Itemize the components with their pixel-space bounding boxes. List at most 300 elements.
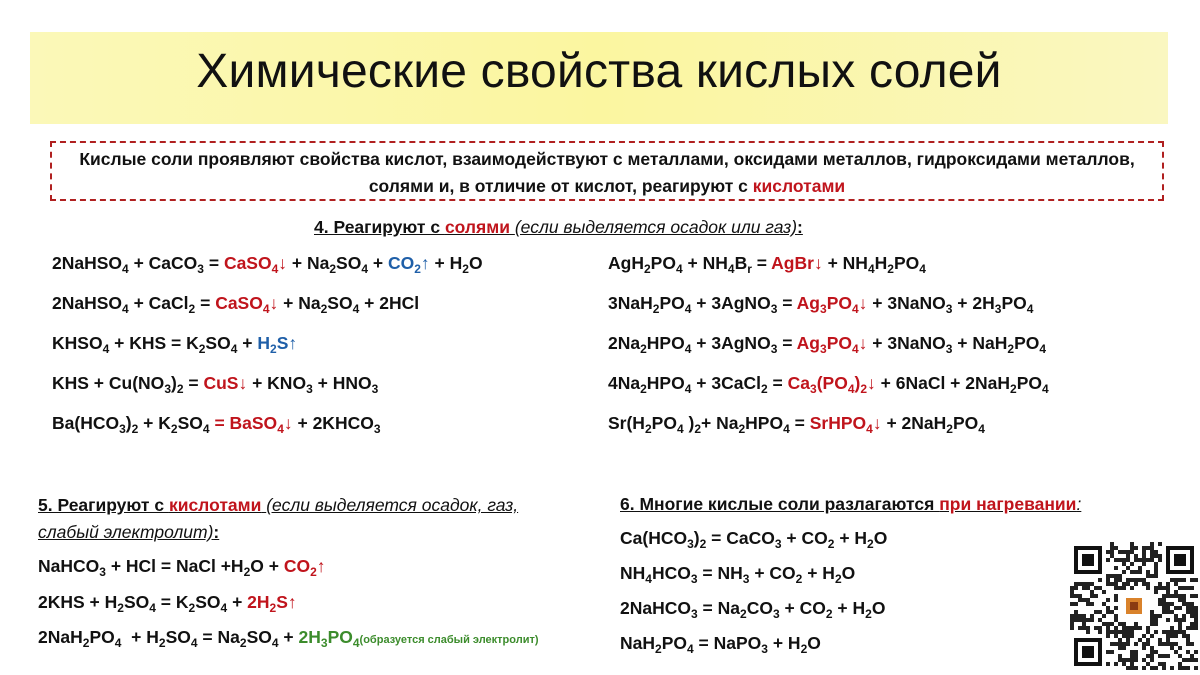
qr-module: [1102, 590, 1106, 594]
qr-module: [1190, 614, 1194, 618]
qr-module: [1142, 562, 1146, 566]
qr-module: [1122, 658, 1126, 662]
qr-module: [1106, 606, 1110, 610]
qr-module: [1126, 634, 1130, 638]
qr-module: [1166, 594, 1170, 598]
section6-heading-suffix: :: [1076, 494, 1082, 514]
qr-module: [1126, 554, 1130, 558]
qr-module: [1166, 618, 1170, 622]
qr-module: [1102, 614, 1106, 618]
qr-module: [1086, 618, 1090, 622]
qr-module: [1106, 574, 1110, 578]
qr-module: [1182, 602, 1186, 606]
qr-module: [1122, 642, 1126, 646]
qr-module: [1082, 598, 1086, 602]
qr-module: [1070, 586, 1074, 590]
qr-module: [1182, 658, 1186, 662]
qr-module: [1186, 610, 1190, 614]
qr-module: [1114, 630, 1118, 634]
qr-module: [1126, 578, 1130, 582]
qr-module: [1110, 546, 1114, 550]
qr-module: [1090, 582, 1094, 586]
qr-module: [1158, 558, 1162, 562]
qr-module: [1122, 646, 1126, 650]
qr-module: [1142, 578, 1146, 582]
section4-heading-highlight: солями: [444, 217, 510, 237]
qr-module: [1186, 626, 1190, 630]
qr-module: [1110, 610, 1114, 614]
qr-module: [1134, 546, 1138, 550]
qr-module: [1098, 618, 1102, 622]
qr-module: [1106, 558, 1110, 562]
qr-module: [1114, 558, 1118, 562]
section4-heading-suffix: :: [797, 217, 803, 237]
qr-module: [1146, 570, 1150, 574]
qr-module: [1166, 610, 1170, 614]
qr-module: [1126, 630, 1130, 634]
qr-module: [1078, 618, 1082, 622]
qr-module: [1118, 642, 1122, 646]
qr-module: [1114, 574, 1118, 578]
qr-module: [1126, 626, 1130, 630]
qr-module: [1138, 558, 1142, 562]
qr-module: [1078, 594, 1082, 598]
equation-5-2: $2KHS + H_2SO_4 = K_2SO_4$ + $2H_2S↑$: [38, 592, 297, 615]
qr-module: [1146, 586, 1150, 590]
qr-module: [1146, 582, 1150, 586]
qr-module: [1150, 614, 1154, 618]
qr-module: [1154, 630, 1158, 634]
qr-module: [1150, 574, 1154, 578]
intro-text: Кислые соли проявляют свойства кислот, взаимодействуют с металлами, оксидами металлов, гидроксидами металлов, солями и, в отличие от кислот, реагируют с: [79, 149, 1135, 196]
qr-module: [1106, 662, 1110, 666]
section6-heading: [620, 494, 1081, 515]
qr-module: [1134, 654, 1138, 658]
qr-module: [1122, 634, 1126, 638]
qr-module: [1162, 662, 1166, 666]
qr-module: [1194, 594, 1198, 598]
qr-module: [1106, 578, 1110, 582]
qr-module: [1114, 614, 1118, 618]
qr-module: [1070, 626, 1074, 630]
qr-module: [1190, 654, 1194, 658]
qr-module: [1134, 578, 1138, 582]
qr-module: [1174, 634, 1178, 638]
qr-module: [1150, 622, 1154, 626]
qr-module: [1158, 598, 1162, 602]
qr-module: [1154, 666, 1158, 670]
equation-4-5: $Ba(HCO_3)_2 + K_2SO_4$ = BaSO$_4$↓ + $2KHCO_3$: [52, 413, 381, 436]
qr-module: [1074, 618, 1078, 622]
qr-module: [1190, 642, 1194, 646]
qr-module: [1186, 634, 1190, 638]
qr-module: [1154, 586, 1158, 590]
qr-module: [1130, 546, 1134, 550]
qr-module: [1174, 642, 1178, 646]
qr-module: [1118, 586, 1122, 590]
qr-module: [1130, 562, 1134, 566]
qr-module: [1090, 618, 1094, 622]
qr-module: [1110, 574, 1114, 578]
qr-module: [1178, 654, 1182, 658]
qr-module: [1186, 586, 1190, 590]
qr-module: [1134, 626, 1138, 630]
qr-module: [1082, 622, 1086, 626]
title-banner: [30, 32, 1168, 124]
qr-module: [1182, 578, 1186, 582]
qr-module: [1170, 634, 1174, 638]
qr-module: [1082, 582, 1086, 586]
qr-module: [1082, 614, 1086, 618]
qr-module: [1130, 570, 1134, 574]
qr-module: [1150, 654, 1154, 658]
qr-module: [1122, 582, 1126, 586]
qr-module: [1114, 618, 1118, 622]
section5-heading-suffix: :: [213, 522, 220, 542]
qr-module: [1130, 586, 1134, 590]
qr-module: [1162, 666, 1166, 670]
qr-module: [1110, 554, 1114, 558]
qr-module: [1130, 654, 1134, 658]
qr-module: [1114, 598, 1118, 602]
qr-module: [1194, 614, 1198, 618]
qr-module: [1194, 618, 1198, 622]
qr-module: [1178, 630, 1182, 634]
qr-module: [1150, 610, 1154, 614]
qr-module: [1106, 626, 1110, 630]
equation-6-4: $NaH_2PO_4$ = NaPO$_3$ + $H_2O$: [620, 633, 821, 656]
qr-module: [1110, 630, 1114, 634]
qr-module: [1090, 594, 1094, 598]
qr-module: [1086, 598, 1090, 602]
qr-module: [1074, 602, 1078, 606]
qr-module: [1190, 578, 1194, 582]
qr-module: [1194, 606, 1198, 610]
qr-module: [1186, 602, 1190, 606]
qr-module: [1170, 610, 1174, 614]
qr-module: [1166, 602, 1170, 606]
qr-module: [1118, 574, 1122, 578]
qr-module: [1106, 582, 1110, 586]
qr-module: [1106, 550, 1110, 554]
qr-module: [1158, 582, 1162, 586]
qr-module: [1142, 546, 1146, 550]
qr-module: [1074, 614, 1078, 618]
qr-module: [1194, 650, 1198, 654]
qr-module: [1162, 630, 1166, 634]
qr-module: [1158, 642, 1162, 646]
qr-module: [1118, 630, 1122, 634]
qr-module: [1162, 602, 1166, 606]
qr-module: [1106, 650, 1110, 654]
qr-module: [1190, 622, 1194, 626]
qr-module: [1178, 662, 1182, 666]
qr-module: [1166, 630, 1170, 634]
qr-module: [1150, 618, 1154, 622]
qr-module: [1166, 586, 1170, 590]
qr-module: [1178, 646, 1182, 650]
qr-module: [1094, 626, 1098, 630]
qr-module: [1146, 662, 1150, 666]
qr-module: [1178, 606, 1182, 610]
qr-module: [1114, 578, 1118, 582]
qr-module: [1158, 662, 1162, 666]
qr-module: [1126, 642, 1130, 646]
qr-module: [1090, 614, 1094, 618]
qr-module: [1098, 626, 1102, 630]
qr-module: [1158, 614, 1162, 618]
qr-module: [1182, 634, 1186, 638]
section6-heading-prefix: 6. Многие кислые соли разлагаются: [620, 494, 940, 514]
qr-module: [1106, 622, 1110, 626]
equation-4-9: $4Na_2HPO_4$ + 3CaCl$_2$ = $Ca_3(PO_4)_2↓$ + 6NaCl + $2NaH_2PO_4$: [608, 373, 1049, 396]
qr-module: [1166, 590, 1170, 594]
qr-module: [1174, 614, 1178, 618]
qr-module: [1134, 642, 1138, 646]
qr-module: [1166, 642, 1170, 646]
qr-module: [1082, 618, 1086, 622]
qr-module: [1114, 582, 1118, 586]
qr-module: [1098, 630, 1102, 634]
qr-module: [1186, 642, 1190, 646]
equation-4-3: $KHSO_4$ + KHS = $K_2SO_4$ + $H_2S↑$: [52, 333, 298, 356]
qr-module: [1114, 634, 1118, 638]
qr-module: [1130, 542, 1134, 546]
qr-module: [1162, 586, 1166, 590]
qr-module: [1178, 626, 1182, 630]
qr-module: [1174, 578, 1178, 582]
section4-heading-note: (если выделяется осадок или газ): [514, 217, 798, 237]
qr-module: [1134, 582, 1138, 586]
qr-module: [1122, 662, 1126, 666]
qr-module: [1086, 602, 1090, 606]
qr-module: [1154, 550, 1158, 554]
qr-module: [1118, 654, 1122, 658]
qr-module: [1134, 570, 1138, 574]
qr-module: [1114, 606, 1118, 610]
qr-module: [1150, 542, 1154, 546]
qr-module: [1174, 650, 1178, 654]
qr-module: [1134, 558, 1138, 562]
qr-module: [1194, 578, 1198, 582]
qr-module: [1086, 630, 1090, 634]
qr-module: [1146, 630, 1150, 634]
qr-module: [1126, 566, 1130, 570]
qr-module: [1106, 598, 1110, 602]
qr-module: [1082, 586, 1086, 590]
qr-module: [1106, 610, 1110, 614]
qr-module: [1110, 622, 1114, 626]
qr-module: [1082, 626, 1086, 630]
qr-module: [1162, 606, 1166, 610]
qr-module: [1122, 586, 1126, 590]
qr-module: [1194, 626, 1198, 630]
qr-module: [1146, 574, 1150, 578]
qr-module: [1190, 626, 1194, 630]
qr-module: [1150, 650, 1154, 654]
section5-heading-prefix: 5. Реагируют с: [38, 495, 169, 515]
qr-module: [1078, 582, 1082, 586]
qr-module: [1118, 578, 1122, 582]
qr-module: [1162, 654, 1166, 658]
qr-module: [1178, 598, 1182, 602]
qr-module: [1122, 570, 1126, 574]
qr-module: [1110, 582, 1114, 586]
qr-module: [1114, 642, 1118, 646]
qr-module: [1170, 630, 1174, 634]
qr-module: [1170, 642, 1174, 646]
qr-module: [1158, 602, 1162, 606]
qr-module: [1186, 658, 1190, 662]
qr-module: [1098, 610, 1102, 614]
qr-module: [1166, 634, 1170, 638]
qr-module: [1142, 582, 1146, 586]
qr-module: [1194, 666, 1198, 670]
qr-module: [1078, 598, 1082, 602]
qr-module: [1194, 622, 1198, 626]
qr-module: [1122, 558, 1126, 562]
qr-module: [1150, 558, 1154, 562]
equation-6-2: $NH_4HCO_3 = NH_3 + CO_2 + H_2O$: [620, 563, 856, 586]
qr-module: [1094, 594, 1098, 598]
equation-5-1: NaHCO$_3$ + HCl = NaCl $+H_2O$ + $CO_2↑$: [38, 556, 326, 579]
section4-heading: [314, 217, 803, 238]
intro-box: [50, 141, 1164, 201]
qr-module: [1150, 550, 1154, 554]
qr-module: [1114, 594, 1118, 598]
qr-module: [1130, 662, 1134, 666]
qr-module: [1126, 558, 1130, 562]
qr-module: [1074, 594, 1078, 598]
qr-code-icon[interactable]: [1070, 542, 1198, 670]
qr-module: [1194, 610, 1198, 614]
qr-module: [1114, 586, 1118, 590]
qr-module: [1138, 570, 1142, 574]
qr-module: [1158, 654, 1162, 658]
qr-module: [1070, 614, 1074, 618]
qr-module: [1190, 594, 1194, 598]
qr-module: [1154, 566, 1158, 570]
qr-module: [1166, 638, 1170, 642]
qr-module: [1154, 554, 1158, 558]
equation-4-8: $2Na_2HPO_4$ + 3AgNO$_3$ = $Ag_3PO_4↓$ + 3NaNO$_3$ + $NaH_2PO_4$: [608, 333, 1047, 356]
qr-module: [1178, 622, 1182, 626]
qr-module: [1098, 586, 1102, 590]
qr-module: [1158, 586, 1162, 590]
qr-module: [1170, 602, 1174, 606]
qr-module: [1170, 646, 1174, 650]
qr-module: [1122, 550, 1126, 554]
qr-module: [1134, 650, 1138, 654]
qr-module: [1130, 578, 1134, 582]
qr-module: [1186, 650, 1190, 654]
equation-4-4: KHS + $Cu(NO_3)_2$ = CuS↓ + $KNO_3 + HNO_3$: [52, 373, 379, 396]
qr-module: [1182, 598, 1186, 602]
qr-module: [1162, 610, 1166, 614]
qr-module: [1154, 574, 1158, 578]
qr-module: [1134, 554, 1138, 558]
qr-module: [1150, 646, 1154, 650]
qr-module: [1102, 622, 1106, 626]
qr-module: [1178, 618, 1182, 622]
qr-module: [1166, 654, 1170, 658]
qr-module: [1178, 578, 1182, 582]
qr-module: [1174, 590, 1178, 594]
qr-module: [1134, 658, 1138, 662]
equation-6-1: $Ca(HCO_3)_2$ = CaCO$_3$ + $CO_2 + H_2O$: [620, 528, 888, 551]
qr-module: [1138, 566, 1142, 570]
qr-module: [1122, 622, 1126, 626]
qr-module: [1130, 658, 1134, 662]
qr-module: [1154, 614, 1158, 618]
qr-module: [1178, 666, 1182, 670]
qr-module: [1182, 586, 1186, 590]
qr-module: [1134, 666, 1138, 670]
qr-module: [1142, 646, 1146, 650]
qr-module: [1190, 658, 1194, 662]
qr-module: [1090, 590, 1094, 594]
section6-heading-highlight: при нагревании: [939, 494, 1077, 514]
section5-heading-note-line1: (если выделяется осадок, газ,: [266, 495, 519, 515]
qr-module: [1174, 582, 1178, 586]
qr-module: [1150, 554, 1154, 558]
section4-heading-prefix: 4. Реагируют с: [314, 217, 445, 237]
qr-module: [1182, 614, 1186, 618]
qr-module: [1070, 622, 1074, 626]
section5-heading-highlight: кислотами: [168, 495, 262, 515]
qr-module: [1150, 634, 1154, 638]
qr-module: [1130, 666, 1134, 670]
qr-module: [1174, 594, 1178, 598]
qr-module: [1130, 550, 1134, 554]
section5-heading-note-line2: слабый электролит): [38, 522, 214, 542]
qr-module: [1094, 610, 1098, 614]
qr-module: [1166, 606, 1170, 610]
equation-4-10: $Sr(H_2PO_4$ )$_2+ Na_2HPO_4$ = SrHPO$_4$↓ + $2NaH_2PO_4$: [608, 413, 985, 436]
qr-module: [1182, 666, 1186, 670]
qr-module: [1130, 626, 1134, 630]
qr-module: [1178, 586, 1182, 590]
qr-module: [1110, 642, 1114, 646]
qr-module: [1078, 614, 1082, 618]
qr-module: [1110, 542, 1114, 546]
qr-module: [1130, 650, 1134, 654]
qr-module: [1138, 578, 1142, 582]
qr-module: [1138, 626, 1142, 630]
qr-module: [1162, 594, 1166, 598]
qr-module: [1122, 562, 1126, 566]
qr-module: [1126, 582, 1130, 586]
qr-module: [1086, 586, 1090, 590]
equation-4-6: $AgH_2PO_4 + NH_4B_r$ = AgBr↓ + $NH_4H_2PO_4$: [608, 253, 926, 276]
qr-module: [1130, 634, 1134, 638]
qr-module: [1074, 610, 1078, 614]
qr-module: [1154, 622, 1158, 626]
qr-module: [1086, 626, 1090, 630]
qr-module: [1182, 618, 1186, 622]
qr-module: [1174, 618, 1178, 622]
qr-module: [1154, 562, 1158, 566]
qr-module: [1162, 598, 1166, 602]
qr-module: [1118, 638, 1122, 642]
qr-module: [1138, 638, 1142, 642]
equation-6-3: 2NaHCO$_3$ = $Na_2CO_3 + CO_2 + H_2O$: [620, 598, 886, 621]
equation-5-3-note: (образуется слабый электролит): [359, 634, 539, 646]
qr-module: [1098, 578, 1102, 582]
qr-module: [1158, 554, 1162, 558]
qr-module: [1182, 594, 1186, 598]
qr-module: [1126, 658, 1130, 662]
